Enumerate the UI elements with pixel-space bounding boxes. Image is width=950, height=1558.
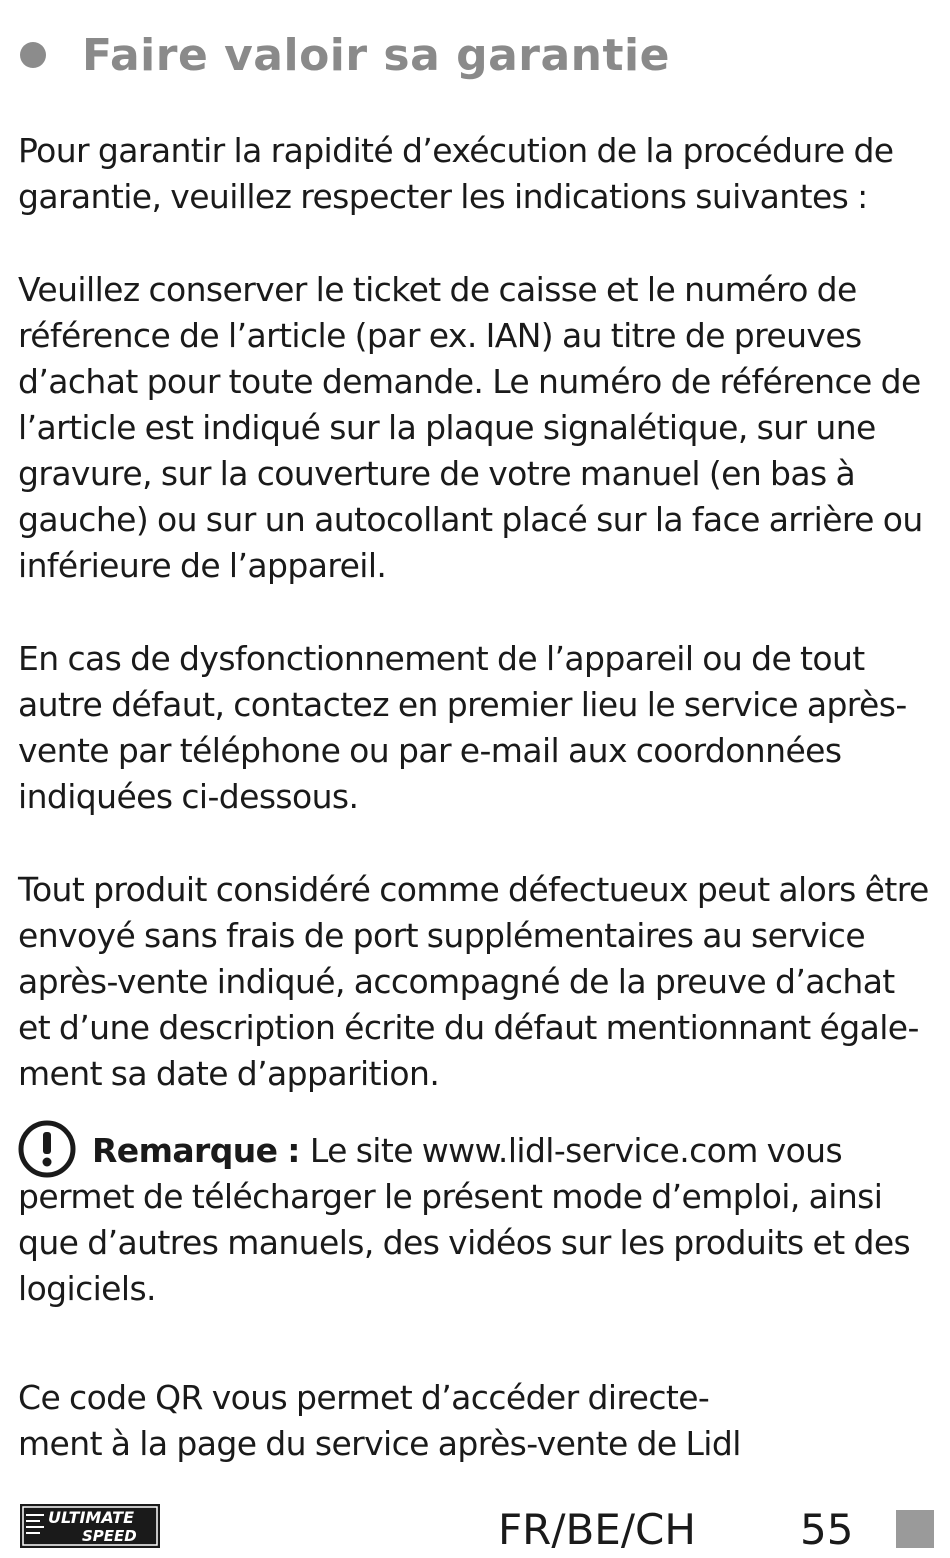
text-line: gravure, sur la couverture de votre manuel (en bas à (18, 454, 856, 493)
page-number: 55 (800, 1505, 854, 1554)
text-line: permet de télécharger le présent mode d’emploi, ainsi (18, 1177, 883, 1216)
text-line: d’achat pour toute demande. Le numéro de référence de (18, 362, 921, 401)
text-line: indiquées ci-dessous. (18, 777, 359, 816)
text-line: garantie, veuillez respecter les indications suivantes : (18, 177, 868, 216)
note-first-line (18, 1120, 940, 1174)
receipt-paragraph (18, 267, 940, 589)
page-footer (0, 1500, 950, 1558)
text-line: Pour garantir la rapidité d’exécution de la procédure de (18, 131, 894, 170)
section-title: Faire valoir sa garantie (82, 29, 670, 81)
exclamation-circle-icon (18, 1120, 76, 1178)
text-line: envoyé sans frais de port supplémentaires au service (18, 916, 866, 955)
logo-line1: ULTIMATE (48, 1508, 135, 1527)
text-line: que d’autres manuels, des vidéos sur les produits et des (18, 1223, 911, 1262)
note-block (18, 1120, 940, 1312)
intro-paragraph (18, 128, 940, 220)
text-line: inférieure de l’appareil. (18, 546, 387, 585)
note-label: Remarque : (92, 1131, 300, 1170)
text-line: référence de l’article (par ex. IAN) au titre de preuves (18, 316, 862, 355)
bullet-dot-icon (20, 42, 46, 68)
text-line: vente par téléphone ou par e-mail aux coordonnées (18, 731, 842, 770)
page-marker-square (896, 1510, 934, 1548)
text-line: Veuillez conserver le ticket de caisse et le numéro de (18, 270, 857, 309)
region-label: FR/BE/CH (498, 1505, 696, 1554)
text-line: logiciels. (18, 1269, 156, 1308)
text-line: après-vente indiqué, accompagné de la preuve d’achat (18, 962, 895, 1001)
text-line: autre défaut, contactez en premier lieu le service après- (18, 685, 907, 724)
section-heading (20, 22, 670, 88)
text-line: gauche) ou sur un autocollant placé sur la face arrière ou (18, 500, 923, 539)
text-line: ment sa date d’apparition. (18, 1054, 440, 1093)
text-line: ment à la page du service après-vente de Lidl (18, 1424, 741, 1463)
contact-paragraph (18, 636, 940, 820)
logo-line2: SPEED (82, 1527, 137, 1545)
shipping-paragraph (18, 867, 940, 1097)
text-line: et d’une description écrite du défaut mentionnant égale- (18, 1008, 919, 1047)
note-first-text: Le site www.lidl-service.com vous (309, 1131, 843, 1170)
text-line: Tout produit considéré comme défectueux peut alors être (18, 870, 929, 909)
ultimate-speed-logo (20, 1504, 160, 1548)
text-line: En cas de dysfonctionnement de l’appareil ou de tout (18, 639, 865, 678)
text-line: Ce code QR vous permet d’accéder directe- (18, 1378, 710, 1417)
qr-paragraph (18, 1375, 940, 1467)
text-line: l’article est indiqué sur la plaque signalétique, sur une (18, 408, 876, 447)
